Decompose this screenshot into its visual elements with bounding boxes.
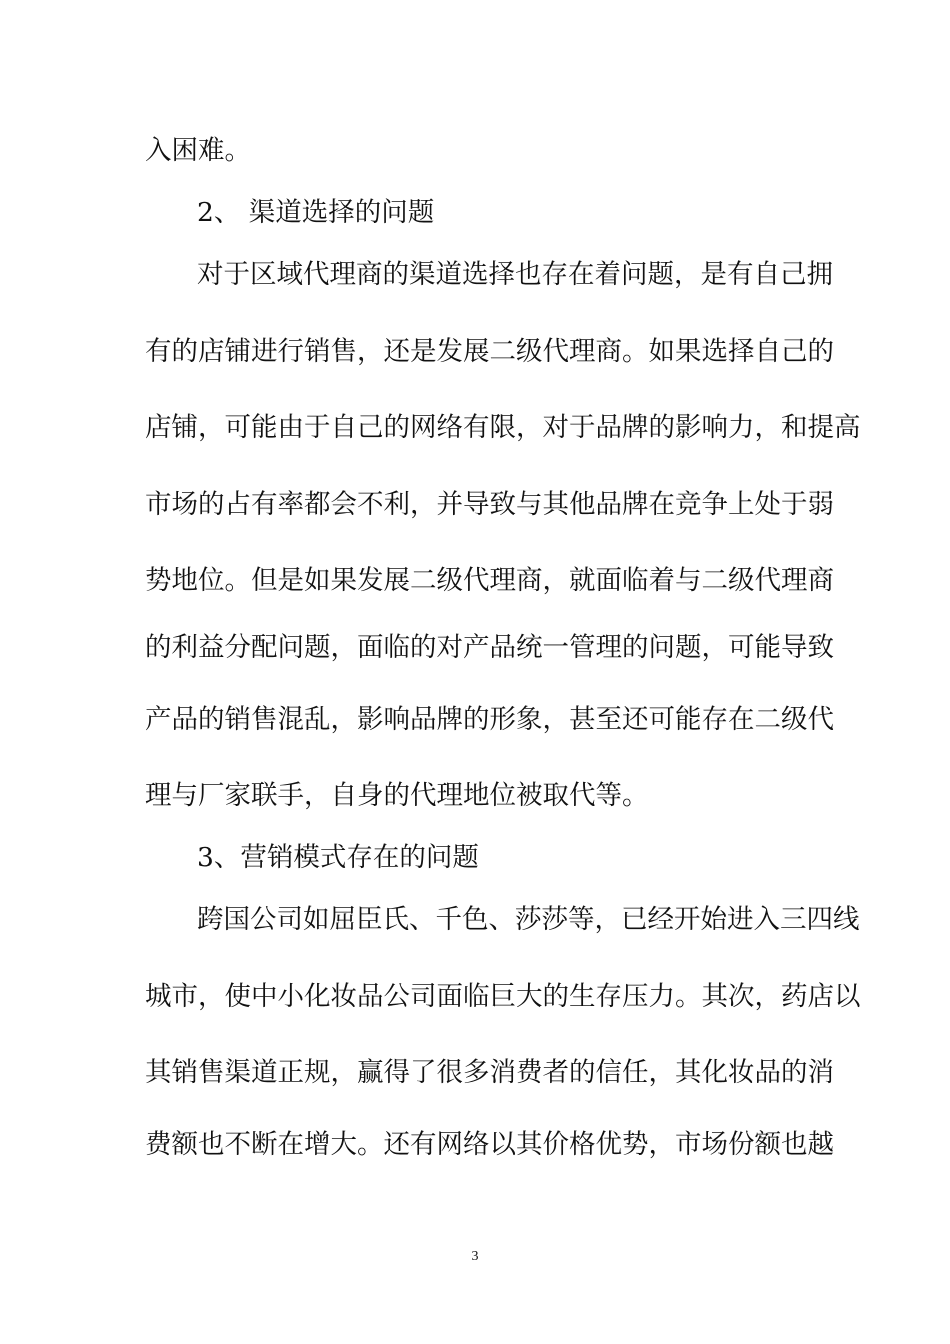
- text-line-5: 店铺，可能由于自己的网络有限，对于品牌的影响力，和提高: [145, 412, 861, 443]
- page-number: 3: [471, 1249, 479, 1264]
- text-line-12: 跨国公司如屈臣氏、千色、莎莎等，已经开始进入三四线: [197, 904, 860, 935]
- text-line-15: 费额也不断在增大。还有网络以其价格优势，市场份额也越: [145, 1129, 834, 1160]
- section-heading-3: 3、营销模式存在的问题: [197, 842, 479, 873]
- text-line-9: 产品的销售混乱，影响品牌的形象，甚至还可能存在二级代: [145, 704, 834, 735]
- text-line-14: 其销售渠道正规，赢得了很多消费者的信任，其化妆品的消: [145, 1057, 834, 1088]
- text-line-8: 的利益分配问题，面临的对产品统一管理的问题，可能导致: [145, 632, 834, 663]
- text-line-4: 有的店铺进行销售，还是发展二级代理商。如果选择自己的: [145, 336, 834, 367]
- text-line-1: 入困难。: [145, 135, 251, 166]
- section-heading-2: 2、 渠道选择的问题: [197, 197, 435, 228]
- text-line-7: 势地位。但是如果发展二级代理商，就面临着与二级代理商: [145, 565, 834, 596]
- text-line-6: 市场的占有率都会不利，并导致与其他品牌在竞争上处于弱: [145, 489, 834, 520]
- text-line-13: 城市，使中小化妆品公司面临巨大的生存压力。其次，药店以: [145, 981, 861, 1012]
- text-line-10: 理与厂家联手，自身的代理地位被取代等。: [145, 780, 649, 811]
- text-line-3: 对于区域代理商的渠道选择也存在着问题，是有自己拥: [197, 259, 833, 290]
